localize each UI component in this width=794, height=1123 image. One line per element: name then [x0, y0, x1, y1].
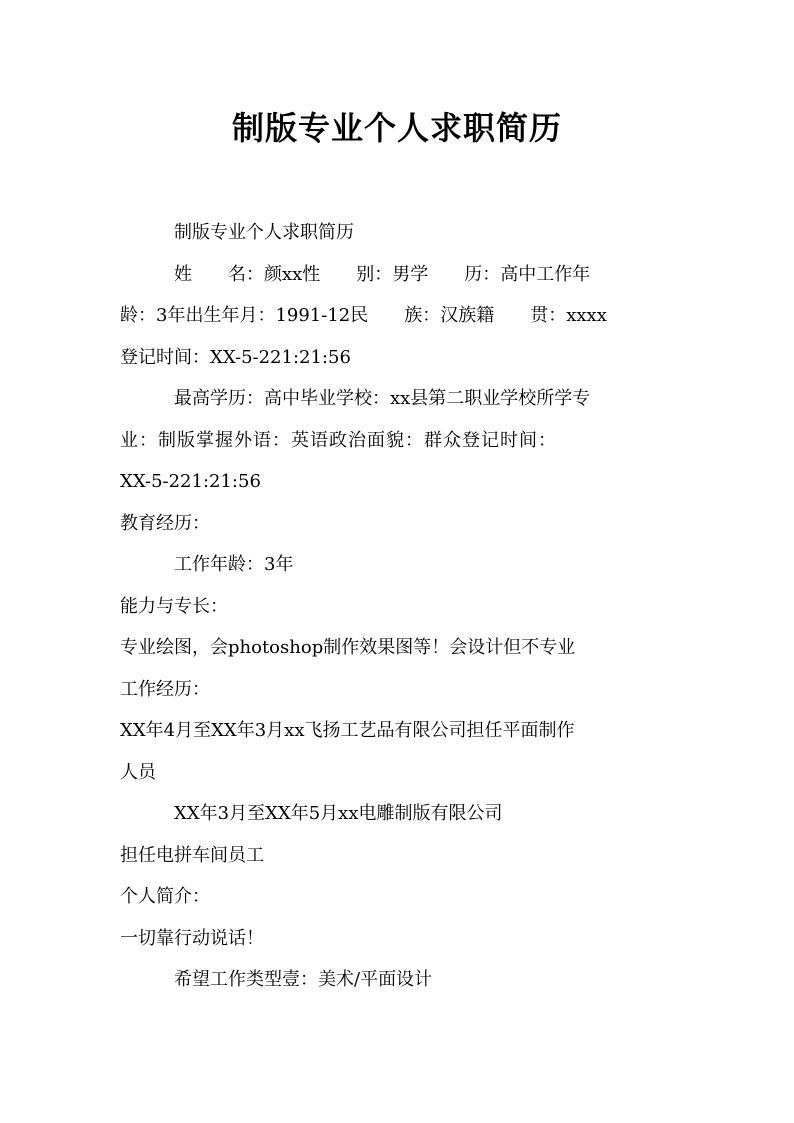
profile-text: 一切靠行动说话！	[120, 927, 264, 949]
register-time-line-2: XX-5-221:21:56	[120, 471, 261, 492]
education-heading: 教育经历：	[120, 512, 210, 534]
work-experience-heading: 工作经历：	[120, 678, 210, 700]
subtitle-line: 制版专业个人求职简历	[174, 222, 354, 243]
desired-job-line: 希望工作类型壹：美术/平面设计	[174, 969, 433, 990]
personal-info-line-1: 姓 名：颜xx性 别：男学 历：高中工作年	[174, 263, 591, 285]
work-experience-line-3: XX年3月至XX年5月xx电雕制版有限公司	[174, 803, 503, 824]
skills-text: 专业绘图，会photoshop制作效果图等！会设计但不专业	[120, 637, 576, 658]
education-info-line-2: 业：制版掌握外语：英语政治面貌：群众登记时间：	[120, 429, 557, 451]
work-years-line: 工作年龄：3年	[174, 554, 294, 575]
register-time-line-1: 登记时间：XX-5-221:21:56	[120, 346, 351, 368]
personal-info-line-2: 龄：3年出生年月：1991-12民 族：汉族籍 贯：xxxx	[120, 305, 607, 326]
profile-heading: 个人简介：	[120, 886, 210, 907]
work-experience-line-2: 人员	[120, 761, 156, 783]
work-experience-line-1: XX年4月至XX年3月xx飞扬工艺品有限公司担任平面制作	[120, 720, 575, 741]
skills-heading: 能力与专长：	[120, 595, 228, 617]
document-title: 制版专业个人求职简历	[231, 109, 562, 147]
education-info-line-1: 最高学历：高中毕业学校：xx县第二职业学校所学专	[174, 388, 591, 409]
work-experience-line-4: 担任电拼车间员工	[120, 844, 264, 866]
document-body	[120, 212, 680, 1001]
